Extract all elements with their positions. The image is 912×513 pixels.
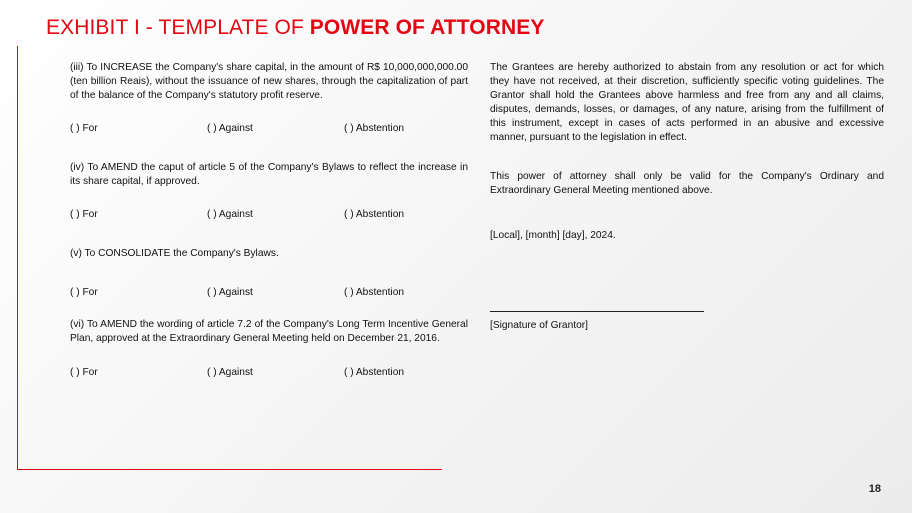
vote-for[interactable]: ( ) For [70, 209, 98, 220]
vote-for[interactable]: ( ) For [70, 123, 98, 134]
vote-for[interactable]: ( ) For [70, 287, 98, 298]
vote-abstention[interactable]: ( ) Abstention [344, 367, 405, 378]
vote-against[interactable]: ( ) Against [207, 123, 253, 134]
page-number: 18 [868, 483, 881, 495]
place-date: [Local], [month] [day], 2024. [490, 230, 616, 241]
vote-against[interactable]: ( ) Against [207, 287, 253, 298]
vote-abstention[interactable]: ( ) Abstention [344, 209, 405, 220]
frame-line-vertical [17, 46, 18, 470]
vote-abstention[interactable]: ( ) Abstention [344, 123, 405, 134]
vote-options-v [70, 286, 468, 300]
vote-abstention[interactable]: ( ) Abstention [344, 287, 405, 298]
validity-paragraph: This power of attorney shall only be valid for the Company's Ordinary and Extraordinary General Meeting mentioned above. [490, 171, 884, 196]
authorization-paragraph: The Grantees are hereby authorized to abstain from any resolution or act for which they have not received, at their discretion, sufficiently specific voting guidelines. The Grantor shall hold the Grantees above harmless and free from any and all claims, disputes, demands, losses, or damages, of any nature, arising from the fulfillment of this instrument, except in cases of acts performed in an abusive and excessive manner, pursuant to the legislation in effect. [490, 62, 884, 143]
vote-options-iv [70, 208, 468, 222]
vote-options-vi [70, 366, 468, 380]
vote-options-iii [70, 122, 468, 136]
resolution-vi: (vi) To AMEND the wording of article 7.2 of the Company's Long Term Incentive General Plan, approved at the Extraordinary General Meeting held on December 21, 2016. [70, 319, 468, 344]
vote-against[interactable]: ( ) Against [207, 209, 253, 220]
left-column [70, 61, 468, 380]
page-title [46, 16, 544, 40]
signature-label: [Signature of Grantor] [490, 320, 588, 331]
signature-line [490, 311, 704, 312]
resolution-iv: (iv) To AMEND the caput of article 5 of the Company's Bylaws to reflect the increase in its share capital, if approved. [70, 162, 468, 187]
title-prefix: EXHIBIT I - TEMPLATE OF [46, 16, 310, 39]
right-column [490, 61, 884, 333]
resolution-v: (v) To CONSOLIDATE the Company's Bylaws. [70, 248, 279, 259]
vote-against[interactable]: ( ) Against [207, 367, 253, 378]
frame-line-horizontal [17, 469, 442, 470]
title-bold: POWER OF ATTORNEY [309, 16, 545, 39]
resolution-iii: (iii) To INCREASE the Company's share capital, in the amount of R$ 10,000,000,000.00 (ten billion Reais), without the issuance of new shares, through the capitalization of part of the balance of the Company's statutory profit reserve. [70, 62, 468, 101]
vote-for[interactable]: ( ) For [70, 367, 98, 378]
